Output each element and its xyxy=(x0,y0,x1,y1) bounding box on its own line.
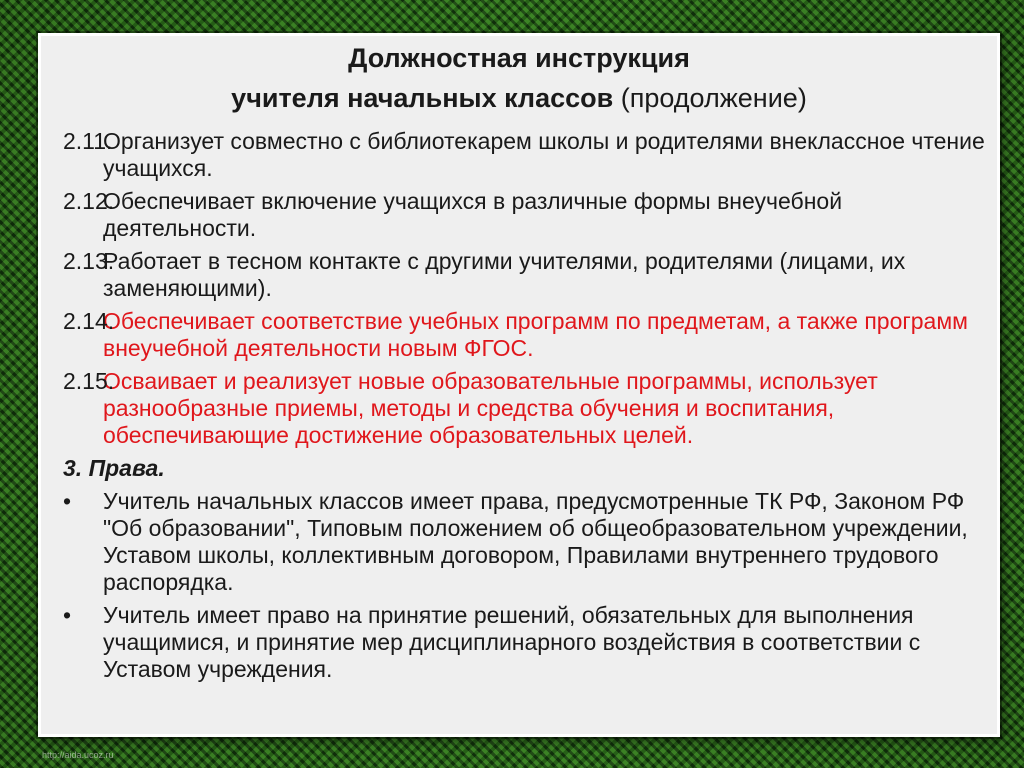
title-line-2-bold: учителя начальных классов xyxy=(231,83,614,113)
slide-title xyxy=(41,38,997,118)
list-item-2-13 xyxy=(63,248,987,302)
bullet-text: Учитель начальных классов имеет права, предусмотренные ТК РФ, Законом РФ "Об образовании", Типовым положением об общеобразовательном учреждении, Уставом школы, коллективным договором, Правилами внутреннего трудового распорядка. xyxy=(103,488,968,595)
list-item-2-11 xyxy=(63,128,987,182)
item-text: Работает в тесном контакте с другими учителями, родителями (лицами, их заменяющими). xyxy=(103,248,906,301)
list-item-2-15 xyxy=(63,368,987,449)
item-number: 2.14. xyxy=(63,308,115,334)
bullet-item-rights-2 xyxy=(63,602,987,683)
title-line-2-continuation: (продолжение) xyxy=(620,83,807,113)
bullet-icon: • xyxy=(63,488,72,514)
slide-content xyxy=(63,128,987,689)
list-item-2-12 xyxy=(63,188,987,242)
bullet-item-rights-1 xyxy=(63,488,987,596)
slide-panel xyxy=(38,33,1000,737)
source-watermark: http://aida.ucoz.ru xyxy=(42,750,114,760)
bullet-text: Учитель имеет право на принятие решений, обязательных для выполнения учащимися, и принятие мер дисциплинарного воздействия в соответствии с Уставом учреждения. xyxy=(103,602,921,682)
item-text: Организует совместно с библиотекарем школы и родителями внеклассное чтение учащихся. xyxy=(103,128,985,181)
title-line-2 xyxy=(41,78,997,118)
list-item-2-14 xyxy=(63,308,987,362)
item-number: 2.13. xyxy=(63,248,115,274)
title-line-1: Должностная инструкция xyxy=(348,43,690,73)
section-heading-rights: 3. Права. xyxy=(63,455,165,481)
bullet-icon: • xyxy=(63,602,72,628)
item-text-highlighted: Осваивает и реализует новые образовательные программы, использует разнообразные приемы, методы и средства обучения и воспитания, обеспечивающие достижение образовательных целей. xyxy=(103,368,878,448)
item-number: 2.15. xyxy=(63,368,115,394)
item-number: 2.11. xyxy=(63,128,113,154)
item-text: Обеспечивает включение учащихся в различные формы внеучебной деятельности. xyxy=(103,188,843,241)
item-text-highlighted: Обеспечивает соответствие учебных программ по предметам, а также программ внеучебной деятельности новым ФГОС. xyxy=(103,308,968,361)
item-number: 2.12. xyxy=(63,188,115,214)
